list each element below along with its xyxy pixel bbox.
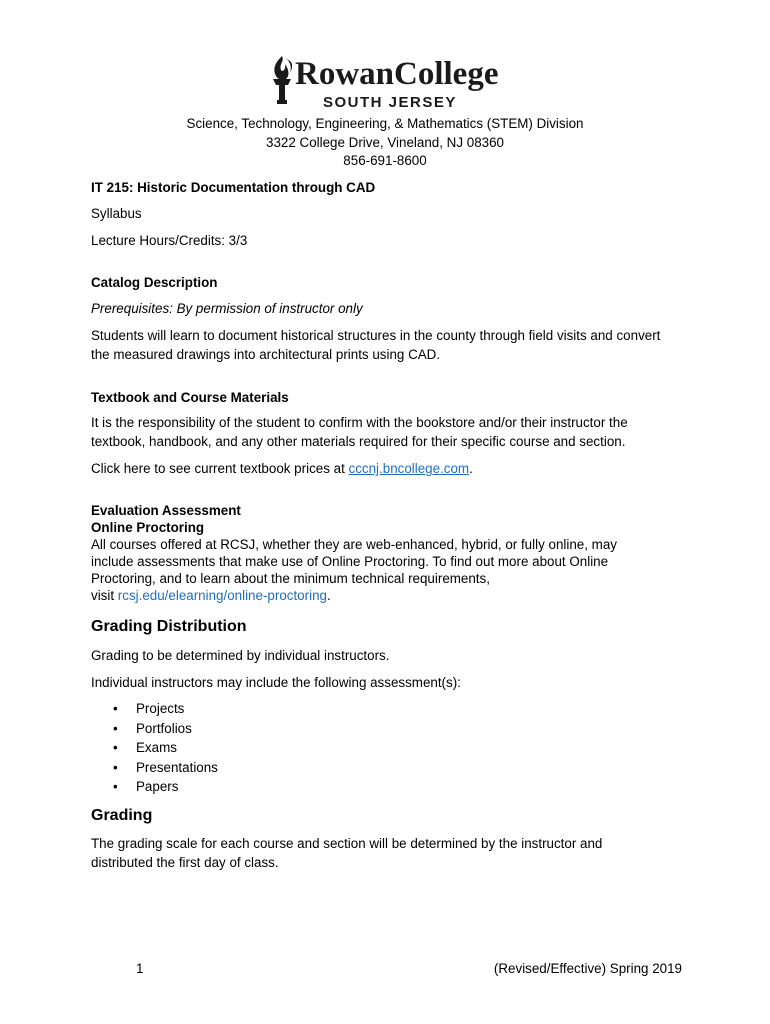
prerequisites: Prerequisites: By permission of instructor only bbox=[91, 301, 363, 316]
grading-distribution-line1: Grading to be determined by individual instructors. bbox=[91, 648, 390, 663]
bullet-icon: • bbox=[113, 701, 118, 716]
hours-credits: Lecture Hours/Credits: 3/3 bbox=[91, 233, 248, 248]
bookstore-link[interactable]: cccnj.bncollege.com bbox=[348, 461, 470, 476]
torch-logo-icon bbox=[268, 52, 500, 110]
evaluation-line3: Proctoring, and to learn about the minimum technical requirements, bbox=[91, 571, 490, 586]
list-item-label: Portfolios bbox=[136, 720, 192, 736]
list-item-label: Presentations bbox=[136, 759, 218, 775]
page-number: 1 bbox=[136, 961, 144, 976]
course-title: IT 215: Historic Documentation through CAD bbox=[91, 180, 376, 195]
revision-note: (Revised/Effective) Spring 2019 bbox=[493, 961, 682, 976]
division-phone: 856-691-8600 bbox=[343, 153, 427, 168]
list-item bbox=[113, 719, 218, 739]
logo-name-line1: RowanCollege bbox=[295, 56, 499, 92]
grading-line2: distributed the first day of class. bbox=[91, 855, 279, 870]
division-address: 3322 College Drive, Vineland, NJ 08360 bbox=[266, 134, 504, 150]
bullet-icon: • bbox=[113, 759, 118, 775]
catalog-heading: Catalog Description bbox=[91, 275, 218, 290]
division-header bbox=[0, 115, 770, 171]
list-item bbox=[113, 699, 218, 719]
catalog-description-line2: the measured drawings into architectural prints using CAD. bbox=[91, 347, 441, 362]
textbook-line1: It is the responsibility of the student to confirm with the bookstore and/or their instructor the bbox=[91, 415, 628, 430]
college-logo bbox=[268, 52, 500, 110]
online-proctoring-link[interactable]: rcsj.edu/elearning/online-proctoring bbox=[117, 588, 327, 603]
bullet-icon: • bbox=[113, 779, 118, 795]
document-type: Syllabus bbox=[91, 206, 142, 221]
grading-distribution-line2: Individual instructors may include the following assessment(s): bbox=[91, 675, 461, 690]
evaluation-line1: All courses offered at RCSJ, whether they are web-enhanced, hybrid, or fully online, may bbox=[91, 537, 617, 552]
grading-distribution-heading: Grading Distribution bbox=[91, 618, 247, 635]
textbook-prices-suffix: . bbox=[469, 461, 473, 476]
bullet-icon: • bbox=[113, 720, 118, 736]
list-item-label: Projects bbox=[136, 701, 185, 716]
textbook-prices bbox=[91, 459, 691, 478]
evaluation-visit-suffix: . bbox=[326, 588, 331, 603]
evaluation-line2: include assessments that make use of Online Proctoring. To find out more about Online bbox=[91, 554, 609, 569]
grading-line1: The grading scale for each course and section will be determined by the instructor and bbox=[91, 836, 603, 851]
evaluation-heading: Evaluation Assessment bbox=[91, 503, 241, 518]
online-proctoring-heading: Online Proctoring bbox=[91, 520, 205, 535]
textbook-prices-prefix: Click here to see current textbook prices at bbox=[91, 461, 349, 476]
textbook-heading: Textbook and Course Materials bbox=[91, 390, 289, 405]
evaluation-visit-prefix: visit bbox=[91, 588, 118, 603]
division-name: Science, Technology, Engineering, & Mathematics (STEM) Division bbox=[186, 116, 584, 131]
bullet-icon: • bbox=[113, 740, 118, 756]
grading-heading: Grading bbox=[91, 807, 153, 824]
list-item bbox=[113, 777, 218, 797]
catalog-description-line1: Students will learn to document historical structures in the county through field visits and convert bbox=[91, 328, 661, 343]
list-item-label: Exams bbox=[136, 740, 177, 756]
assessment-list bbox=[113, 699, 218, 797]
logo-name-line2: SOUTH JERSEY bbox=[323, 94, 457, 110]
list-item bbox=[113, 758, 218, 778]
list-item bbox=[113, 738, 218, 758]
evaluation-visit bbox=[91, 587, 691, 604]
textbook-line2: textbook, handbook, and any other materials required for their specific course and section. bbox=[91, 434, 626, 449]
list-item-label: Papers bbox=[136, 779, 179, 795]
